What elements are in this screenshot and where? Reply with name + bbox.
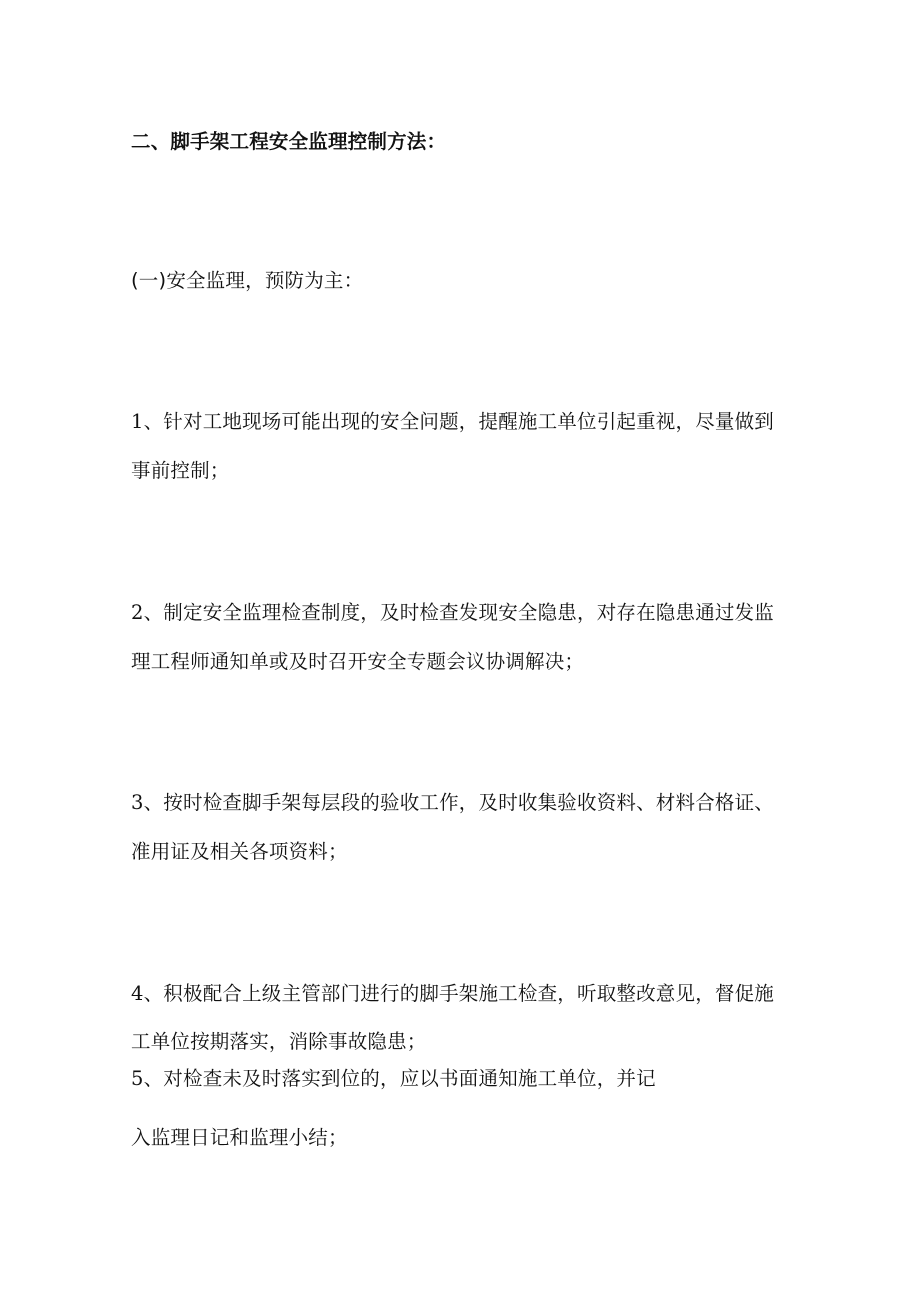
list-item-1-line-2: 事前控制； — [131, 459, 230, 482]
list-item-4-text: 、积极配合上级主管部门进行的脚手架施工检查，听取整改意见，督促施 — [143, 982, 775, 1005]
list-item-1-text: 、针对工地现场可能出现的安全问题，提醒施工单位引起重视，尽量做到 — [143, 410, 775, 433]
list-item-1-number: 1 — [131, 410, 144, 433]
subsection-heading: (一)安全监理，预防为主： — [131, 269, 364, 292]
list-item-3-line-1 — [131, 790, 774, 816]
section-heading: 二、脚手架工程安全监理控制方法： — [131, 130, 447, 153]
list-item-3-line-2: 准用证及相关各项资料； — [131, 840, 348, 863]
list-item-3-number: 3 — [131, 791, 144, 814]
list-item-2-text: 、制定安全监理检查制度，及时检查发现安全隐患，对存在隐患通过发监 — [143, 601, 775, 624]
list-item-2-line-1 — [131, 600, 774, 626]
list-item-4-line-1 — [131, 981, 774, 1007]
list-item-3-text: 、按时检查脚手架每层段的验收工作，及时收集验收资料、材料合格证、 — [143, 791, 775, 814]
list-item-5-line-2: 入监理日记和监理小结； — [131, 1126, 348, 1149]
list-item-1-line-1 — [131, 409, 774, 435]
list-item-5-text: 、对检查未及时落实到位的，应以书面通知施工单位，并记 — [143, 1067, 656, 1090]
list-item-5-line-1 — [131, 1066, 656, 1092]
list-item-4-number: 4 — [131, 982, 144, 1005]
list-item-2-line-2: 理工程师通知单或及时召开安全专题会议协调解决； — [131, 650, 585, 673]
list-item-2-number: 2 — [131, 601, 144, 624]
list-item-5-number: 5 — [131, 1067, 144, 1090]
list-item-4-line-2: 工单位按期落实，消除事故隐患； — [131, 1030, 427, 1053]
